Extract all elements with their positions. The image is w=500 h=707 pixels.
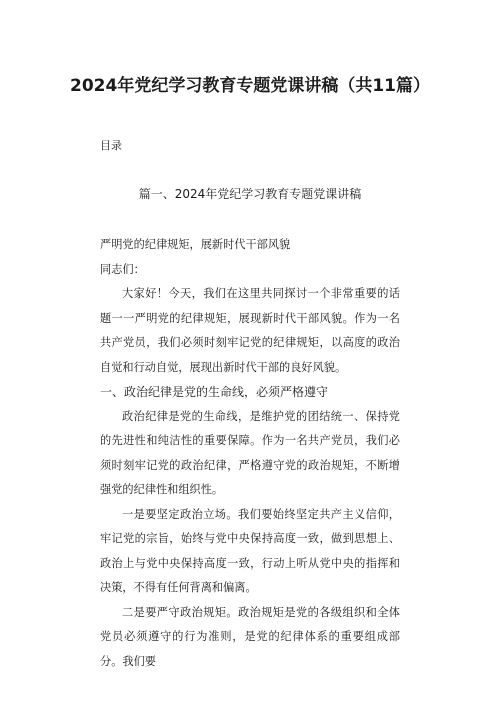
part-title: 篇一、2024年党纪学习教育专题党课讲稿 [138, 187, 362, 201]
toc-label: 目录 [100, 139, 122, 152]
section-heading: 一、政治纪律是党的生命线，必须严格遵守 [100, 385, 329, 399]
document-body [100, 233, 400, 674]
salutation: 同志们： [100, 262, 145, 276]
body-paragraph: 一是要坚定政治立场。我们要始终坚定共产主义信仰，牢记党的宗旨，始终与党中央保持高度一致，做到思想上、政治上与党中央保持高度一致，行动上听从党中央的指挥和决策，不得有任何背离和偏离。 [100, 507, 400, 594]
intro-paragraph: 大家好！今天，我们在这里共同探讨一个非常重要的话题一一严明党的纪律规矩，展现新时代干部风貌。作为一名共产党员，我们必须时刻牢记党的纪律规矩，以高度的政治自觉和行动自觉，展现出新时代干部的良好风貌。 [100, 287, 400, 374]
body-paragraph: 政治纪律是党的生命线，是维护党的团结统一、保持党的先进性和纯洁性的重要保障。作为一名共产党员，我们必须时刻牢记党的政治纪律，严格遵守党的政治规矩，不断增强党的纪律性和组织性。 [100, 409, 400, 496]
document-title: 2024年党纪学习教育专题党课讲稿（共11篇） [70, 76, 430, 96]
body-paragraph: 二是要严守政治规矩。政治规矩是党的各级组织和全体党员必须遵守的行为准则，是党的纪律体系的重要组成部分。我们要 [100, 605, 400, 668]
speech-heading-line: 严明党的纪律规矩，展新时代干部风貌 [100, 238, 291, 251]
